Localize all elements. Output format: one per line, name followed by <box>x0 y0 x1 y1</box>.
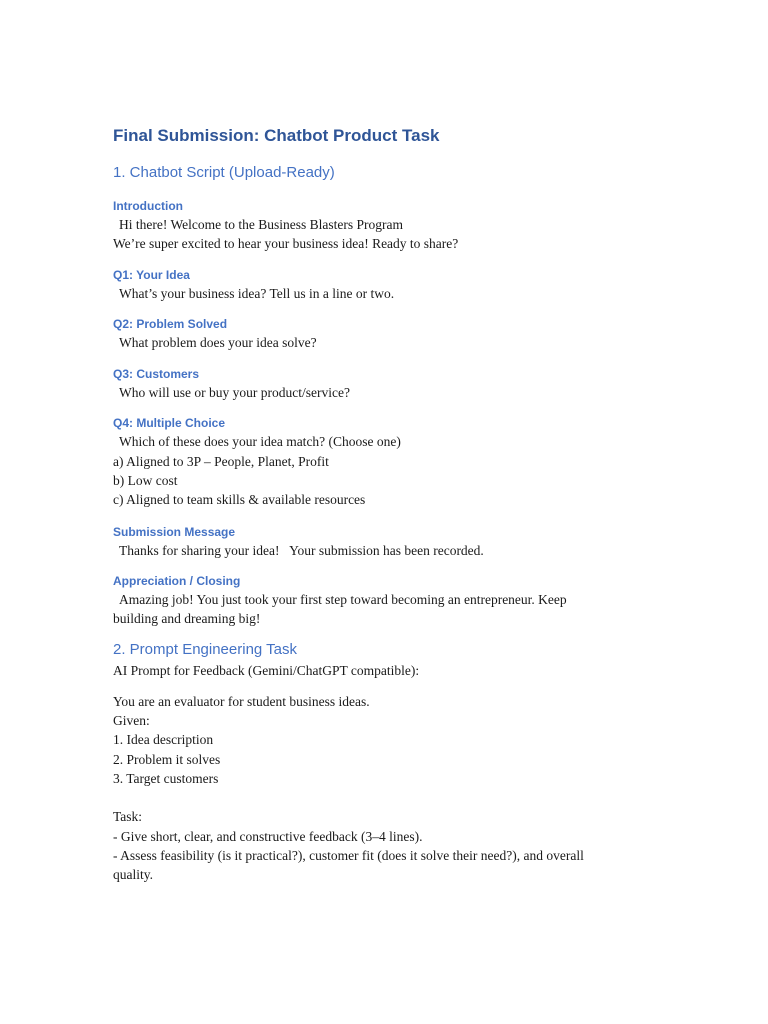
prompt-intro: AI Prompt for Feedback (Gemini/ChatGPT compatible): <box>113 662 420 678</box>
task-line: - Give short, clear, and constructive feedback (3–4 lines). <box>113 828 423 844</box>
introduction-heading: Introduction <box>113 199 183 213</box>
document-content <box>113 124 673 885</box>
q3-text: Who will use or buy your product/service? <box>119 385 350 401</box>
prompt-line: You are an evaluator for student business ideas. <box>113 693 370 709</box>
closing-line-2: building and dreaming big! <box>113 611 261 627</box>
section-1-heading: 1. Chatbot Script (Upload-Ready) <box>113 164 335 181</box>
task-line: - Assess feasibility (is it practical?), customer fit (does it solve their need?), and overall <box>113 847 584 863</box>
q2-heading: Q2: Problem Solved <box>113 316 228 331</box>
q4-heading: Q4: Multiple Choice <box>113 416 226 431</box>
q1-heading: Q1: Your Idea <box>113 267 190 282</box>
q4-text: Which of these does your idea match? (Choose one) <box>119 434 401 450</box>
q1-text: What’s your business idea? Tell us in a line or two. <box>119 285 395 301</box>
q2-text: What problem does your idea solve? <box>119 334 317 350</box>
section-2-heading: 2. Prompt Engineering Task <box>113 640 297 658</box>
q4-option-a: a) Aligned to 3P – People, Planet, Profit <box>113 453 329 469</box>
prompt-line: 1. Idea description <box>113 732 214 748</box>
task-line: quality. <box>113 867 153 883</box>
q4-option-c: c) Aligned to team skills & available resources <box>113 492 366 508</box>
introduction-line-1: Hi there! Welcome to the Business Blasters Program <box>119 217 403 232</box>
prompt-line: 2. Problem it solves <box>113 751 221 767</box>
submission-heading: Submission Message <box>113 524 236 539</box>
closing-heading: Appreciation / Closing <box>113 573 241 588</box>
introduction-line-2: We’re super excited to hear your business idea! Ready to share? <box>113 236 459 252</box>
closing-line-1: Amazing job! You just took your first step toward becoming an entrepreneur. Keep <box>119 591 567 607</box>
prompt-line: Given: <box>113 713 150 729</box>
q4-option-b: b) Low cost <box>113 473 178 489</box>
document-title: Final Submission: Chatbot Product Task <box>113 126 440 145</box>
prompt-line: 3. Target customers <box>113 771 219 787</box>
task-line: Task: <box>113 809 143 825</box>
submission-text: Thanks for sharing your idea! Your submission has been recorded. <box>119 542 484 558</box>
q3-heading: Q3: Customers <box>113 367 200 382</box>
